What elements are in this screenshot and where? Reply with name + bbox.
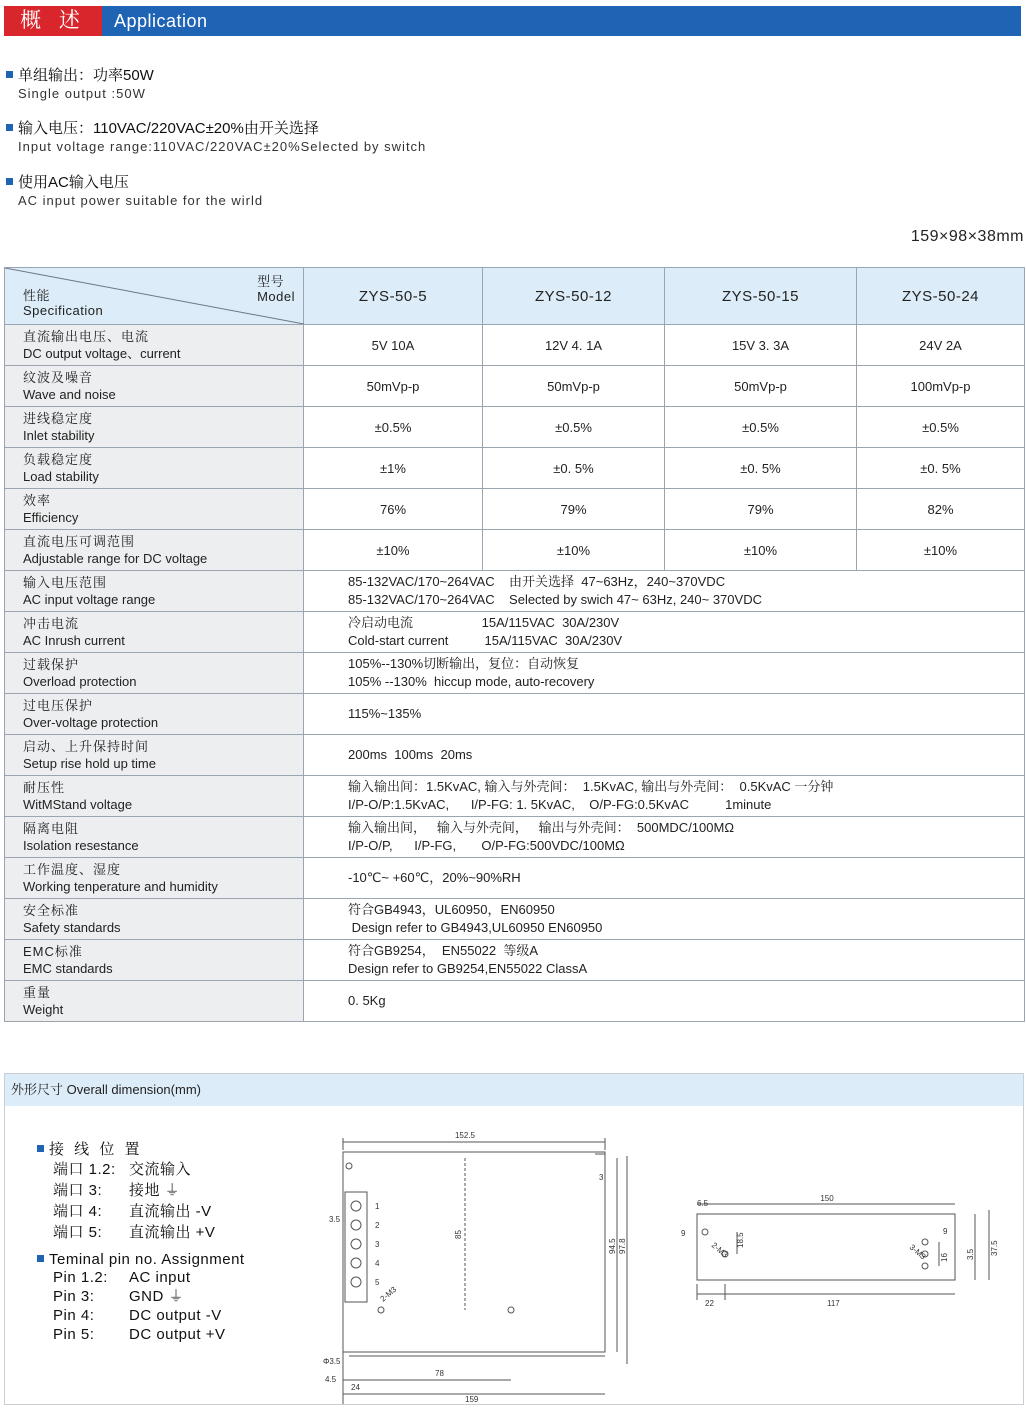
header-title-en: Application — [114, 11, 208, 31]
table-row — [5, 325, 1025, 366]
svg-text:4: 4 — [375, 1259, 380, 1268]
spec-value-cell: ±10% — [857, 530, 1025, 571]
spec-wide-value-cell — [304, 940, 1025, 981]
svg-text:3: 3 — [599, 1173, 604, 1182]
svg-text:18.5: 18.5 — [736, 1232, 745, 1248]
svg-text:3.5: 3.5 — [966, 1248, 975, 1260]
spec-wide-value-cell — [304, 858, 1025, 899]
spec-label-cn: 工作温度、湿度 — [23, 862, 122, 877]
svg-text:5: 5 — [375, 1278, 380, 1287]
spec-label-en: Wave and noise — [23, 387, 116, 402]
bullet-square-icon — [6, 178, 13, 185]
spec-label-en: Load stability — [23, 469, 99, 484]
spec-label-cn: 进线稳定度 — [23, 411, 94, 426]
spec-label-cn: 过电压保护 — [23, 698, 94, 713]
spec-wide-value-cell — [304, 981, 1025, 1022]
spec-value-line: 85-132VAC/170~264VAC Selected by swich 47~ 63Hz, 240~ 370VDC — [348, 592, 762, 607]
svg-text:3-M3: 3-M3 — [907, 1242, 928, 1262]
spec-wide-value-cell — [304, 612, 1025, 653]
svg-text:159: 159 — [465, 1395, 479, 1404]
model-header: ZYS-50-12 — [483, 268, 665, 325]
spec-value-line: 115%~135% — [348, 706, 422, 721]
feature-item — [6, 67, 154, 103]
spec-label-en: Setup rise hold up time — [23, 756, 156, 771]
spec-label-cell — [5, 530, 304, 571]
table-row — [5, 735, 1025, 776]
pin-row-en: Pin 3: GND ⏚ — [53, 1288, 185, 1305]
spec-value-line: 85-132VAC/170~264VAC 由开关选择 47~63Hz，240~370VDC — [348, 574, 726, 589]
svg-text:117: 117 — [827, 1299, 840, 1308]
table-row — [5, 981, 1025, 1022]
front-view-drawing — [305, 1114, 655, 1404]
spec-value-cell: 100mVp-p — [857, 366, 1025, 407]
spec-label-cn: 效率 — [23, 493, 52, 508]
spec-value-line: I/P-O/P, I/P-FG, O/P-FG:500VDC/100MΩ — [348, 838, 625, 853]
spec-value-cell: 12V 4. 1A — [483, 325, 665, 366]
spec-label-cell — [5, 571, 304, 612]
svg-text:2-M3: 2-M3 — [709, 1240, 730, 1260]
spec-value-line: Cold-start current 15A/115VAC 30A/230V — [348, 633, 623, 648]
spec-label-en: AC input voltage range — [23, 592, 156, 607]
spec-value-line: 符合GB9254， EN55022 等级A — [348, 943, 539, 958]
spec-label-cn: 重量 — [23, 985, 52, 1000]
spec-value-cell: 50mVp-p — [304, 366, 483, 407]
svg-text:24: 24 — [351, 1383, 360, 1392]
table-row — [5, 448, 1025, 489]
spec-value-cell: 5V 10A — [304, 325, 483, 366]
side-view-drawing — [677, 1184, 1007, 1314]
svg-text:6.5: 6.5 — [697, 1199, 709, 1208]
bullet-square-icon — [37, 1145, 44, 1152]
spec-value-line: 冷启动电流 15A/115VAC 30A/230V — [348, 615, 620, 630]
spec-value-cell: ±0.5% — [304, 407, 483, 448]
spec-wide-value-cell — [304, 899, 1025, 940]
model-header: ZYS-50-5 — [304, 268, 483, 325]
spec-label-cn: 直流输出电压、电流 — [23, 329, 150, 344]
spec-label-en: Overload protection — [23, 674, 137, 689]
spec-wide-value-cell — [304, 776, 1025, 817]
section-header — [4, 6, 1021, 36]
spec-value-cell: ±0. 5% — [665, 448, 857, 489]
spec-label-cn: 性能 — [23, 288, 51, 303]
table-row — [5, 817, 1025, 858]
svg-text:85: 85 — [454, 1230, 463, 1239]
svg-text:9: 9 — [943, 1227, 948, 1236]
spec-label-cell — [5, 817, 304, 858]
model-header: ZYS-50-24 — [857, 268, 1025, 325]
spec-value-cell: ±10% — [483, 530, 665, 571]
spec-label-cell — [5, 366, 304, 407]
model-label-cn: 型号 — [257, 274, 285, 289]
spec-label-cell — [5, 940, 304, 981]
spec-value-line: 200ms 100ms 20ms — [348, 747, 473, 762]
spec-label-en: Inlet stability — [23, 428, 95, 443]
svg-text:152.5: 152.5 — [454, 1131, 476, 1140]
spec-value-cell: ±0. 5% — [857, 448, 1025, 489]
spec-value-cell: ±0.5% — [483, 407, 665, 448]
spec-label-en: Efficiency — [23, 510, 79, 525]
spec-label-cell — [5, 858, 304, 899]
spec-value-line: 105%--130%切断输出，复位：自动恢复 — [348, 656, 580, 671]
pin-row-en: Pin 1.2: AC input — [53, 1269, 191, 1286]
spec-value-cell: ±10% — [665, 530, 857, 571]
svg-text:Φ3.5: Φ3.5 — [323, 1357, 341, 1366]
table-row — [5, 489, 1025, 530]
spec-label-cell — [5, 489, 304, 530]
pin-title-en: Teminal pin no. Assignment — [49, 1251, 245, 1268]
feature-en: AC input power suitable for the wirld — [18, 193, 264, 208]
spec-label-en: Weight — [23, 1002, 64, 1017]
table-header-row — [5, 268, 1025, 325]
spec-label-cell — [5, 776, 304, 817]
svg-text:1: 1 — [375, 1202, 380, 1211]
spec-value-cell: 15V 3. 3A — [665, 325, 857, 366]
spec-label-en: Safety standards — [23, 920, 121, 935]
spec-label-cell — [5, 735, 304, 776]
svg-text:2-M3: 2-M3 — [378, 1284, 399, 1304]
product-dimensions: 159×98×38mm — [910, 228, 1024, 245]
feature-cn: 输入电压：110VAC/220VAC±20%由开关选择 — [18, 120, 319, 137]
spec-label-cell — [5, 981, 304, 1022]
spec-wide-value-cell — [304, 653, 1025, 694]
spec-value-line: I/P-O/P:1.5KvAC, I/P-FG: 1. 5KvAC, O/P-FG:0.5KvAC 1minute — [348, 797, 772, 812]
bullet-square-icon — [6, 124, 13, 131]
svg-text:150: 150 — [820, 1194, 834, 1203]
pin-row-en: Pin 5: DC output +V — [53, 1326, 226, 1343]
table-row — [5, 776, 1025, 817]
table-row — [5, 530, 1025, 571]
feature-en: Single output :50W — [18, 86, 146, 101]
spec-value-line: 输入输出间， 输入与外壳间， 输出与外壳间： 500MDC/100MΩ — [348, 820, 735, 835]
feature-cn: 单组输出：功率50W — [18, 67, 154, 84]
spec-label-en: Specification — [23, 303, 104, 318]
dimension-title: 外形尺寸 Overall dimension(mm) — [5, 1074, 1023, 1106]
spec-value-cell: 50mVp-p — [483, 366, 665, 407]
feature-en: Input voltage range:110VAC/220VAC±20%Selected by switch — [18, 139, 427, 154]
spec-value-cell: 76% — [304, 489, 483, 530]
spec-wide-value-cell — [304, 694, 1025, 735]
spec-value-cell: ±0.5% — [857, 407, 1025, 448]
spec-value-cell: ±1% — [304, 448, 483, 489]
spec-label-cn: 过载保护 — [23, 657, 80, 672]
svg-text:3: 3 — [375, 1240, 380, 1249]
spec-value-cell: 79% — [665, 489, 857, 530]
table-row — [5, 612, 1025, 653]
pin-title-cn: 接 线 位 置 — [49, 1141, 143, 1158]
spec-value-cell: ±0. 5% — [483, 448, 665, 489]
table-row — [5, 366, 1025, 407]
svg-text:16: 16 — [940, 1253, 949, 1262]
spec-label-en: Isolation resestance — [23, 838, 139, 853]
spec-label-en: WitMStand voltage — [23, 797, 133, 812]
spec-label-en: DC output voltage、current — [23, 346, 181, 361]
table-row — [5, 858, 1025, 899]
pin-row-cn: 端口 5: 直流输出 +V — [53, 1224, 216, 1241]
spec-label-cn: 输入电压范围 — [23, 575, 108, 590]
svg-text:9: 9 — [681, 1229, 686, 1238]
side-view-labels — [681, 1194, 999, 1308]
table-row — [5, 899, 1025, 940]
spec-label-cn: EMC标准 — [23, 944, 83, 959]
spec-label-cn: 安全标准 — [23, 903, 80, 918]
table-row — [5, 407, 1025, 448]
spec-wide-value-cell — [304, 571, 1025, 612]
pin-row-cn: 端口 3: 接地 ⏚ — [53, 1182, 181, 1199]
bullet-square-icon — [6, 71, 13, 78]
spec-value-line: 105% --130% hiccup mode, auto-recovery — [348, 674, 595, 689]
spec-value-cell: 82% — [857, 489, 1025, 530]
model-label-en: Model — [257, 289, 295, 304]
spec-value-line: Design refer to GB4943,UL60950 EN60950 — [348, 920, 603, 935]
bullet-square-icon — [37, 1255, 44, 1262]
spec-label-cn: 冲击电流 — [23, 616, 80, 631]
spec-value-line: 符合GB4943，UL60950，EN60950 — [348, 902, 555, 917]
svg-text:4.5: 4.5 — [325, 1375, 337, 1384]
feature-item — [6, 174, 263, 210]
svg-text:37.5: 37.5 — [990, 1240, 999, 1256]
spec-value-cell: 24V 2A — [857, 325, 1025, 366]
model-header: ZYS-50-15 — [665, 268, 857, 325]
dimension-section — [4, 1073, 1024, 1405]
feature-cn: 使用AC输入电压 — [18, 174, 129, 191]
spec-label-cell — [5, 899, 304, 940]
spec-wide-value-cell — [304, 817, 1025, 858]
spec-label-cell — [5, 653, 304, 694]
spec-label-en: Over-voltage protection — [23, 715, 159, 730]
spec-label-en: Adjustable range for DC voltage — [23, 551, 208, 566]
svg-text:94.5: 94.5 — [608, 1238, 617, 1254]
spec-label-cn: 直流电压可调范围 — [23, 534, 136, 549]
table-row — [5, 653, 1025, 694]
spec-wide-value-cell — [304, 735, 1025, 776]
pin-row-cn: 端口 4: 直流输出 -V — [53, 1203, 212, 1220]
table-row — [5, 940, 1025, 981]
svg-text:22: 22 — [705, 1299, 714, 1308]
header-title-cn: 概 述 — [4, 6, 102, 36]
spec-label-cn: 隔离电阻 — [23, 821, 80, 836]
spec-value-line: 输入输出间：1.5KvAC, 输入与外壳间： 1.5KvAC, 输出与外壳间： 0.5KvAC 一分钟 — [348, 779, 834, 794]
spec-value-cell: ±10% — [304, 530, 483, 571]
spec-label-en: AC Inrush current — [23, 633, 125, 648]
pin-assignment — [37, 1138, 245, 1344]
spec-label-cell — [5, 612, 304, 653]
spec-label-cn: 耐压性 — [23, 780, 66, 795]
spec-label-cn: 纹波及噪音 — [23, 370, 94, 385]
pin-row-en: Pin 4: DC output -V — [53, 1307, 222, 1324]
svg-text:3.5: 3.5 — [329, 1215, 341, 1224]
front-view-labels — [323, 1131, 627, 1404]
spec-label-cell — [5, 325, 304, 366]
spec-value-cell: ±0.5% — [665, 407, 857, 448]
spec-label-cell — [5, 694, 304, 735]
spec-label-en: Working tenperature and humidity — [23, 879, 218, 894]
spec-label-cell — [5, 448, 304, 489]
feature-item — [6, 120, 426, 156]
table-row — [5, 571, 1025, 612]
spec-table — [4, 267, 1025, 1022]
svg-text:2: 2 — [375, 1221, 380, 1230]
table-row — [5, 694, 1025, 735]
spec-value-cell: 79% — [483, 489, 665, 530]
spec-label-cn: 负载稳定度 — [23, 452, 94, 467]
spec-value-cell: 50mVp-p — [665, 366, 857, 407]
spec-label-cell — [5, 407, 304, 448]
spec-label-en: EMC standards — [23, 961, 113, 976]
svg-text:78: 78 — [435, 1369, 444, 1378]
svg-text:97.8: 97.8 — [618, 1238, 627, 1254]
spec-value-line: 0. 5Kg — [348, 993, 386, 1008]
spec-label-cn: 启动、上升保持时间 — [23, 739, 150, 754]
pin-row-cn: 端口 1.2: 交流输入 — [53, 1161, 192, 1178]
spec-value-line: Design refer to GB9254,EN55022 ClassA — [348, 961, 588, 976]
table-corner-cell — [5, 268, 304, 325]
spec-value-line: -10℃~ +60℃，20%~90%RH — [348, 870, 521, 885]
